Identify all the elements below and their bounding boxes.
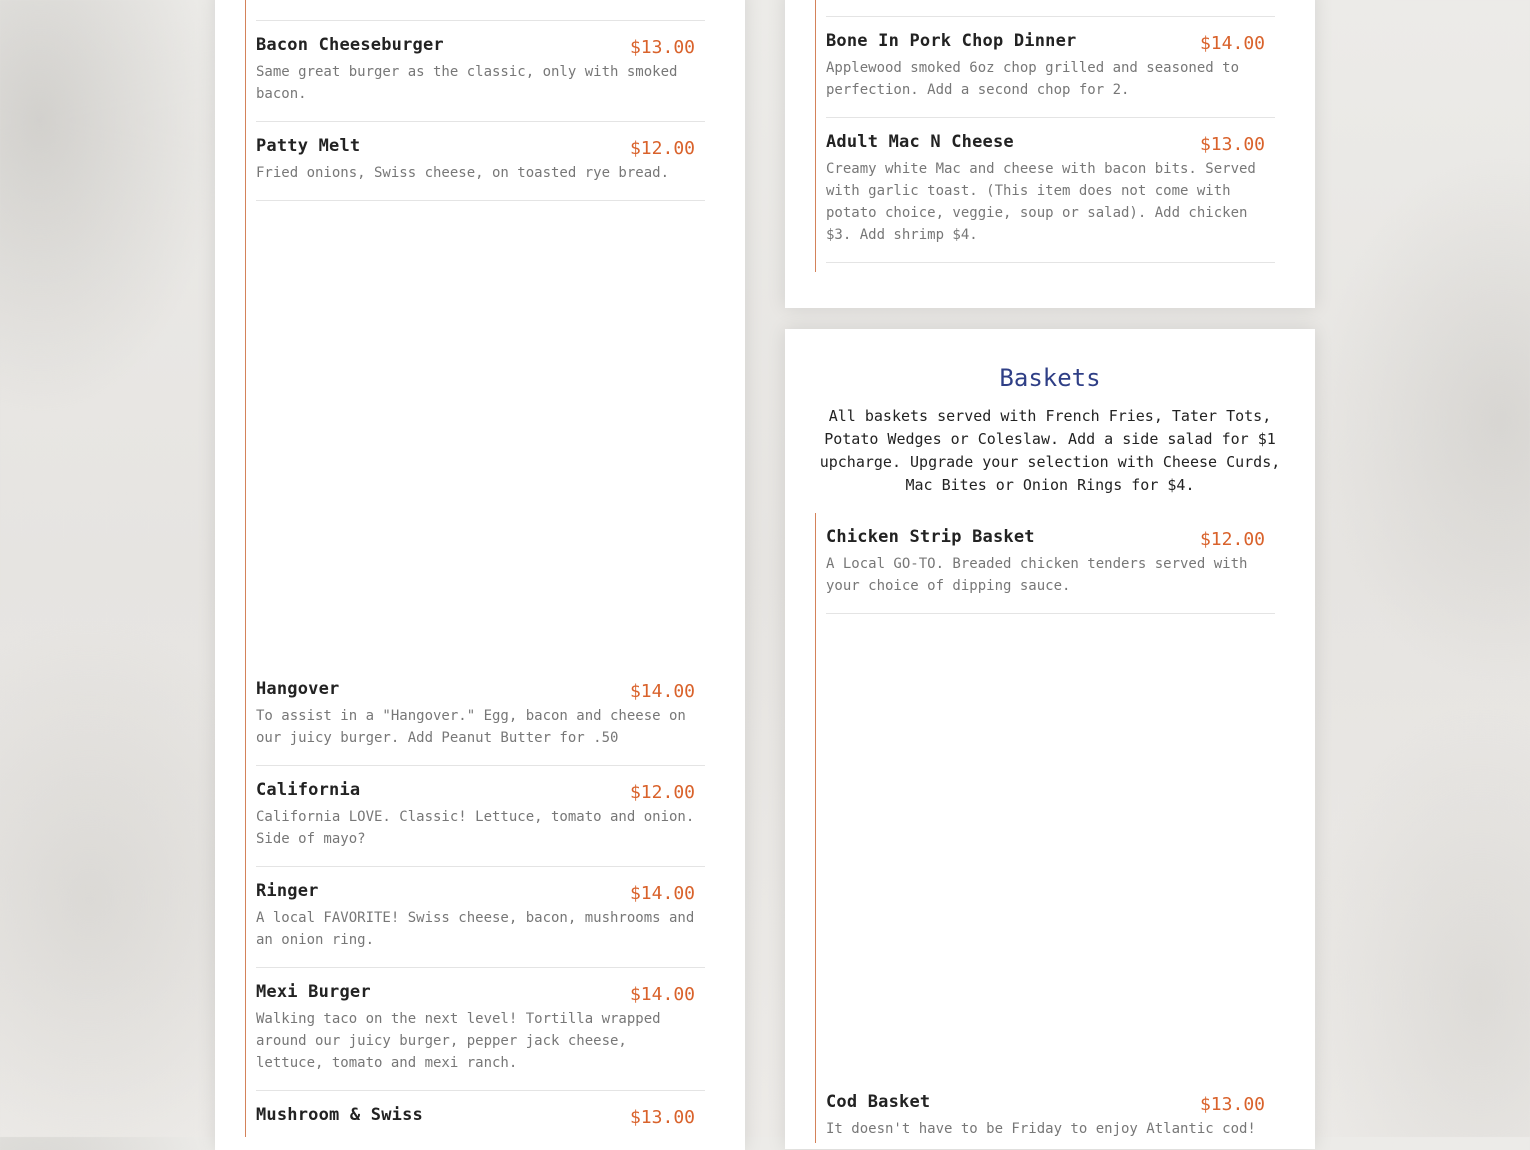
previous-item-border (826, 0, 1275, 17)
item-description: A Local GO-TO. Breaded chicken tenders served with your choice of dipping sauce. (826, 556, 1248, 594)
item-description: Applewood smoked 6oz chop grilled and seasoned to perfection. Add a second chop for 2. (826, 60, 1240, 98)
menu-item (826, 1092, 1275, 1142)
previous-item-border (256, 0, 705, 21)
item-price: $13.00 (1199, 1094, 1265, 1115)
menu-item (256, 679, 705, 766)
item-price: $14.00 (629, 681, 695, 702)
item-price: $13.00 (629, 1107, 695, 1128)
menu-item (256, 881, 705, 968)
item-name: Mushroom & Swiss (256, 1105, 423, 1125)
menu-item (256, 136, 705, 201)
menu-item (256, 982, 705, 1091)
left-accent-rule (245, 0, 246, 1137)
item-name: Patty Melt (256, 136, 361, 156)
item-description: Same great burger as the classic, only with smoked bacon. (256, 64, 678, 102)
menu-item (256, 780, 705, 867)
item-price: $13.00 (629, 37, 695, 58)
item-price: $13.00 (1199, 134, 1265, 155)
item-name: Mexi Burger (256, 982, 371, 1002)
item-description: Fried onions, Swiss cheese, on toasted rye bread. (256, 165, 670, 181)
item-name: Ringer (256, 881, 319, 901)
item-price: $14.00 (1199, 33, 1265, 54)
dinners-accent-rule (815, 0, 816, 272)
item-name: Adult Mac N Cheese (826, 132, 1014, 152)
item-price: $14.00 (629, 984, 695, 1005)
item-name: Cod Basket (826, 1092, 931, 1112)
item-price: $12.00 (629, 138, 695, 159)
menu-item (826, 527, 1275, 614)
item-description: Walking taco on the next level! Tortilla wrapped around our juicy burger, pepper jack cheese, lettuce, tomato and mexi ranch. (256, 1011, 661, 1071)
menu-item (826, 132, 1275, 263)
item-name: California (256, 780, 361, 800)
item-name: Bacon Cheeseburger (256, 35, 444, 55)
item-name: Bone In Pork Chop Dinner (826, 31, 1077, 51)
item-name: Chicken Strip Basket (826, 527, 1035, 547)
item-description: It doesn't have to be Friday to enjoy Atlantic cod! (826, 1121, 1256, 1137)
item-description: Creamy white Mac and cheese with bacon bits. Served with garlic toast. (This item does not come with potato choice, veggie, soup or salad). Add chicken $3. Add shrimp $4. (826, 161, 1256, 243)
item-description: A local FAVORITE! Swiss cheese, bacon, mushrooms and an onion ring. (256, 910, 695, 948)
baskets-accent-rule (815, 513, 816, 1143)
item-price: $14.00 (629, 883, 695, 904)
section-intro: All baskets served with French Fries, Tater Tots, Potato Wedges or Coleslaw. Add a side salad for $1 upcharge. Upgrade your selection with Cheese Curds, Mac Bites or Onion Rings for $4. (819, 407, 1281, 494)
item-description: California LOVE. Classic! Lettuce, tomato and onion. Side of mayo? (256, 809, 695, 847)
section-title: Baskets (999, 364, 1101, 392)
menu-item (826, 31, 1275, 118)
menu-item (256, 35, 705, 122)
menu-item (256, 1105, 705, 1145)
item-price: $12.00 (629, 782, 695, 803)
item-name: Hangover (256, 679, 340, 699)
item-description: To assist in a "Hangover." Egg, bacon and cheese on our juicy burger. Add Peanut Butter for .50 (256, 708, 686, 746)
item-price: $12.00 (1199, 529, 1265, 550)
